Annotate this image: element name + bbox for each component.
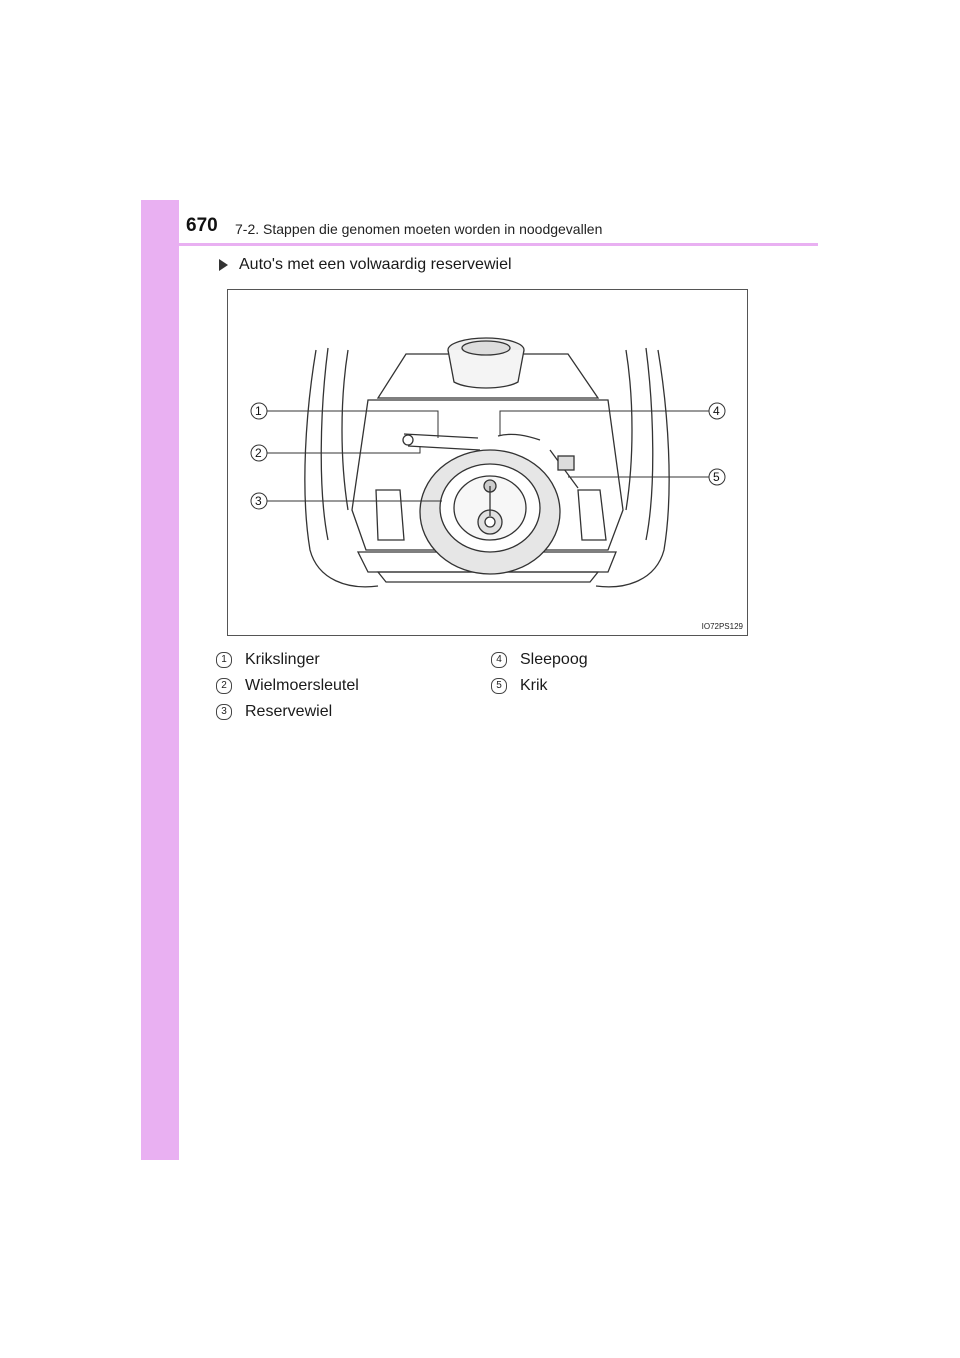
number-badge: 4 [491,652,507,668]
number-badge: 2 [216,678,232,694]
trunk-illustration [227,289,748,636]
callout-4: 4 [713,404,720,418]
legend-label: Krik [520,677,548,694]
number-badge: 1 [216,652,232,668]
legend-left [216,647,359,725]
chapter-tab-bar [141,200,179,1160]
subheading [219,256,512,274]
legend-item [216,699,359,725]
number-badge: 5 [491,678,507,694]
figure-code: IO72PS129 [701,622,743,631]
legend-label: Krikslinger [245,651,320,668]
legend-item [216,647,359,673]
callout-5: 5 [713,470,720,484]
header-divider [141,243,818,246]
number-badge: 3 [216,704,232,720]
triangle-bullet-icon [219,259,228,271]
legend-label: Sleepoog [520,651,588,668]
section-title: 7-2. Stappen die genomen moeten worden in noodgevallen [235,221,603,237]
trunk-drawing [228,290,747,635]
callout-3: 3 [255,494,262,508]
legend-item [491,673,588,699]
subheading-text: Auto's met een volwaardig reservewiel [239,256,512,273]
legend-item [491,647,588,673]
legend-label: Wielmoersleutel [245,677,359,694]
legend-label: Reservewiel [245,703,333,720]
legend-right [491,647,588,699]
callout-2: 2 [255,446,262,460]
legend-item [216,673,359,699]
page-number: 670 [186,215,218,236]
callout-1: 1 [255,404,262,418]
